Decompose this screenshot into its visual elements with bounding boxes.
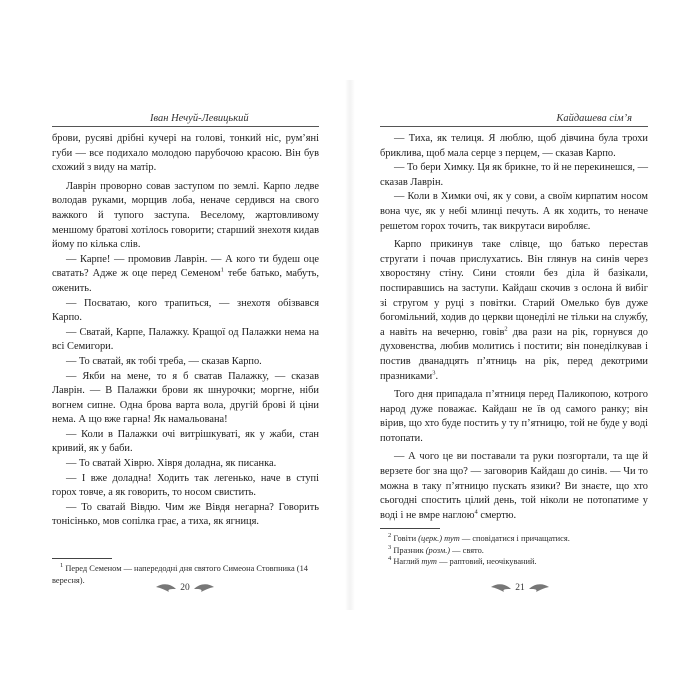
footnote-mark: 4 (474, 508, 478, 516)
running-head-author: Іван Нечуй-Левицький (150, 113, 249, 124)
page-number: 20 (180, 583, 190, 593)
running-head-title: Кайдашева сім’я (556, 113, 632, 124)
paragraph: — Коли в Палажки очі витрішкуваті, як у жаби, стан кривий, як у баби. (52, 428, 319, 455)
footnote-mark: 4 (388, 555, 392, 563)
leaf-ornament-icon (193, 582, 215, 594)
page-number: 21 (515, 583, 525, 593)
footnote-mark: 1 (60, 562, 64, 570)
paragraph (380, 450, 648, 523)
paragraph-text: — А чого це ви поставали та руки позгортали, та ще й верзете бог зна що? — заговорив Кайдаш до синів. — Чи то можна в таку п’ятницю пускать язики? Ви знаєте, що хто сьогодні спостить цілий день, той ніколи не потопатиме у воді і не вмре наглою (380, 451, 648, 521)
right-page (350, 0, 700, 700)
paragraph: Того дня припадала п’ятниця перед Паликопою, котрого народ дуже поважає. Кайдаш не їв од самого ранку; він вірив, що хто буде постить у ту п’ятницю, той не буде у воді потопати. (380, 389, 648, 444)
footnote (380, 545, 648, 557)
footnote-text: — сповідатися і причащатися. (459, 534, 570, 543)
paragraph: — Якби на мене, то я б сватав Палажку, — сказав Лаврін. — В Палажки брови як шнурочки; моргне, ніби вогнем сипне. Одна брова варта вола, другій брові й ціни нема. А що вже гарна! Як намальована! (52, 370, 319, 426)
footnote-mark: 2 (504, 325, 508, 333)
paragraph: — І вже доладна! Ходить так легенько, наче в ступі горох товче, а як говорить, то носом свистить. (52, 472, 319, 499)
paragraph: — То сватай Вівдю. Чим же Вівдя негарна? Говорить тонісінько, мов сопілка грає, а тиха, як ягниця. (52, 501, 319, 528)
footnote (380, 556, 648, 568)
paragraph: — Тиха, як телиця. Я люблю, щоб дівчина була трохи бриклива, щоб мала серце з перцем, — сказав Карпо. (380, 133, 648, 159)
footnote-text: Перед Семеном — напередодні дня святого Симеона Стовпника (14 вересня). (52, 564, 308, 585)
footnote-term: Празник (393, 545, 424, 555)
leaf-ornament-icon (155, 582, 177, 594)
paragraph: — То сватай Хіврю. Хівря доладна, як писанка. (66, 458, 277, 470)
paragraph: брови, русяві дрібні кучері на голові, тонкий ніс, рум’яні губи — все подихало молодою парубочою красою. Він був схожий з виду на матір. (52, 133, 319, 174)
page-folio (145, 580, 225, 596)
right-page-body (380, 132, 648, 523)
footnote-gloss: (розм.) (425, 545, 451, 555)
header-rule (52, 126, 319, 127)
footnote-term: Говіти (393, 534, 417, 543)
footnote-text: — свято. (450, 545, 484, 555)
page-folio (480, 580, 560, 596)
left-page-body (52, 132, 319, 530)
footnote (380, 533, 648, 545)
paragraph (52, 253, 319, 297)
footnote-gloss: тут (421, 557, 437, 566)
leaf-ornament-icon (528, 582, 550, 594)
paragraph-text: тебе батько, мабуть, оженить. (52, 268, 319, 294)
footnote-gloss: (церк.) тут (418, 534, 460, 543)
header-rule (380, 126, 648, 127)
paragraph: — Посватаю, кого трапиться, — знехотя обізвався Карпо. (52, 297, 319, 324)
footnote-term: Наглий (393, 557, 420, 566)
footnote-mark: 1 (220, 266, 224, 274)
paragraph: — Сватай, Карпе, Палажку. Кращої од Палажки нема на всі Семигори. (52, 326, 319, 353)
paragraph-text: — Карпе! — промовив Лаврін. — А кого ти будеш оце сватать? Адже ж оце перед Семеном (52, 253, 319, 280)
footnote-mark: 3 (432, 369, 436, 377)
paragraph (380, 238, 648, 384)
footnote-rule (380, 528, 440, 529)
paragraph-text: Карпо прикинув таке слівце, що батько перестав стругати і почав прислухатись. Він глянув на синів через хворостяну стіну. Сини стояли без діла й базікали, поспиравшись на заступи. Кайдаш скочив з ослона й вибіг зі стругом у руці з повітки. Старий Омелько був дуже богомільний, ходив до церкви щонеділі не тільки на службу, а навіть на вечерню, говів (380, 239, 648, 338)
paragraph-text: . (435, 370, 439, 382)
footnote-text: — раптовий, неочікуваний. (436, 557, 537, 566)
paragraph: Лаврін проворно совав заступом по землі. Карпо ледве володав руками, морщив лоба, неначе сердився на свого важкого й тупого заступа. Веселому, жартовливому меншому братові хотілось говорити; старший знехотя кидав йому по кілька слів. (52, 180, 319, 251)
leaf-ornament-icon (490, 582, 512, 594)
footnotes (380, 533, 648, 568)
paragraph: — То бери Химку. Ця як брикне, то й не перекинешся, — сказав Лаврін. (380, 162, 648, 188)
paragraph: — Коли в Химки очі, як у сови, а своїм кирпатим носом вона чує, як у небі млинці печуть. А як ходить, то неначе решетом горох точить, так викрутаси виробляє. (380, 191, 648, 232)
footnote-rule (52, 558, 112, 559)
paragraph-text: смертю. (477, 509, 517, 521)
paragraph-text: два рази на рік, горнувся до духовенства, любив молитись і постити; він понеділкував і постив дванадцять п’ятниць на рік, перед декотрими празниками (380, 326, 648, 382)
paragraph: — То сватай, як тобі треба, — сказав Карпо. (66, 355, 262, 367)
footnote-mark: 2 (388, 532, 392, 540)
footnote-mark: 3 (388, 543, 392, 551)
